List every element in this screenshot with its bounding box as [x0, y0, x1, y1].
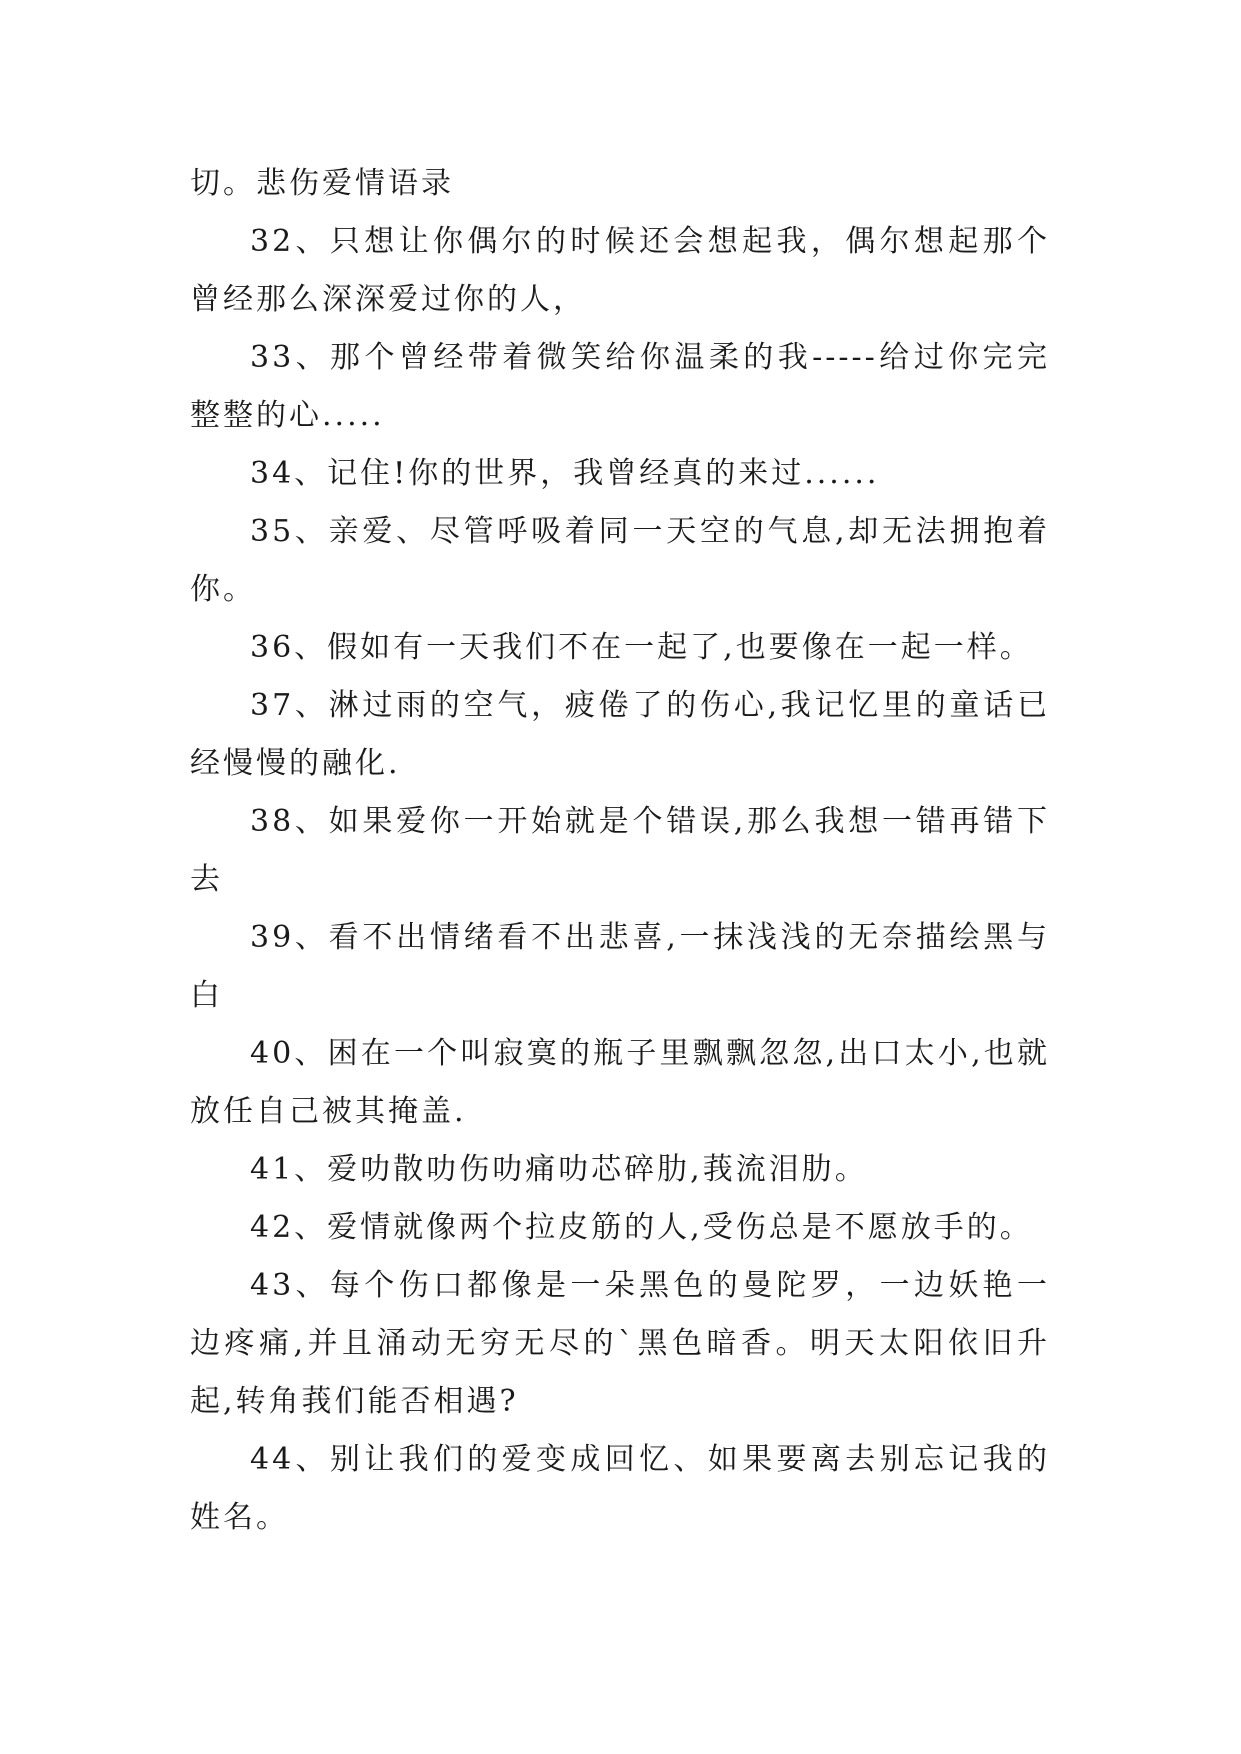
paragraph-quote-41: 41、爱叻散叻伤叻痛叻芯碎肋,莪流泪肋。: [250, 1152, 868, 1187]
paragraph-continuation: 切。悲伤爱情语录: [190, 166, 454, 201]
paragraph-quote-37: 37、淋过雨的空气，疲倦了的伤心,我记忆里的童话已经慢慢的融化.: [190, 688, 1050, 781]
paragraph-quote-38: 38、如果爱你一开始就是个错误,那么我想一错再错下去: [190, 804, 1050, 897]
paragraph-quote-32: 32、只想让你偶尔的时候还会想起我，偶尔想起那个曾经那么深深爱过你的人，: [190, 224, 1050, 317]
paragraph-quote-44: 44、别让我们的爱变成回忆、如果要离去别忘记我的姓名。: [190, 1442, 1050, 1535]
paragraph-quote-39: 39、看不出情绪看不出悲喜,一抹浅浅的无奈描绘黑与白: [190, 920, 1050, 1013]
document-body: [190, 155, 1050, 1547]
paragraph-quote-35: 35、亲爱、尽管呼吸着同一天空的气息,却无法拥抱着你。: [190, 514, 1050, 607]
paragraph-quote-36: 36、假如有一天我们不在一起了,也要像在一起一样。: [250, 630, 1033, 665]
paragraph-quote-33: 33、那个曾经带着微笑给你温柔的我-----给过你完完整整的心.....: [190, 340, 1050, 433]
paragraph-quote-43: 43、每个伤口都像是一朵黑色的曼陀罗，一边妖艳一边疼痛,并且涌动无穷无尽的`黑色暗香。明天太阳依旧升起,转角莪们能否相遇?: [190, 1268, 1050, 1419]
paragraph-quote-40: 40、困在一个叫寂寞的瓶子里飘飘忽忽,出口太小,也就放任自己被其掩盖.: [190, 1036, 1050, 1129]
paragraph-quote-34: 34、记住!你的世界，我曾经真的来过......: [250, 456, 880, 491]
paragraph-quote-42: 42、爱情就像两个拉皮筋的人,受伤总是不愿放手的。: [250, 1210, 1033, 1245]
